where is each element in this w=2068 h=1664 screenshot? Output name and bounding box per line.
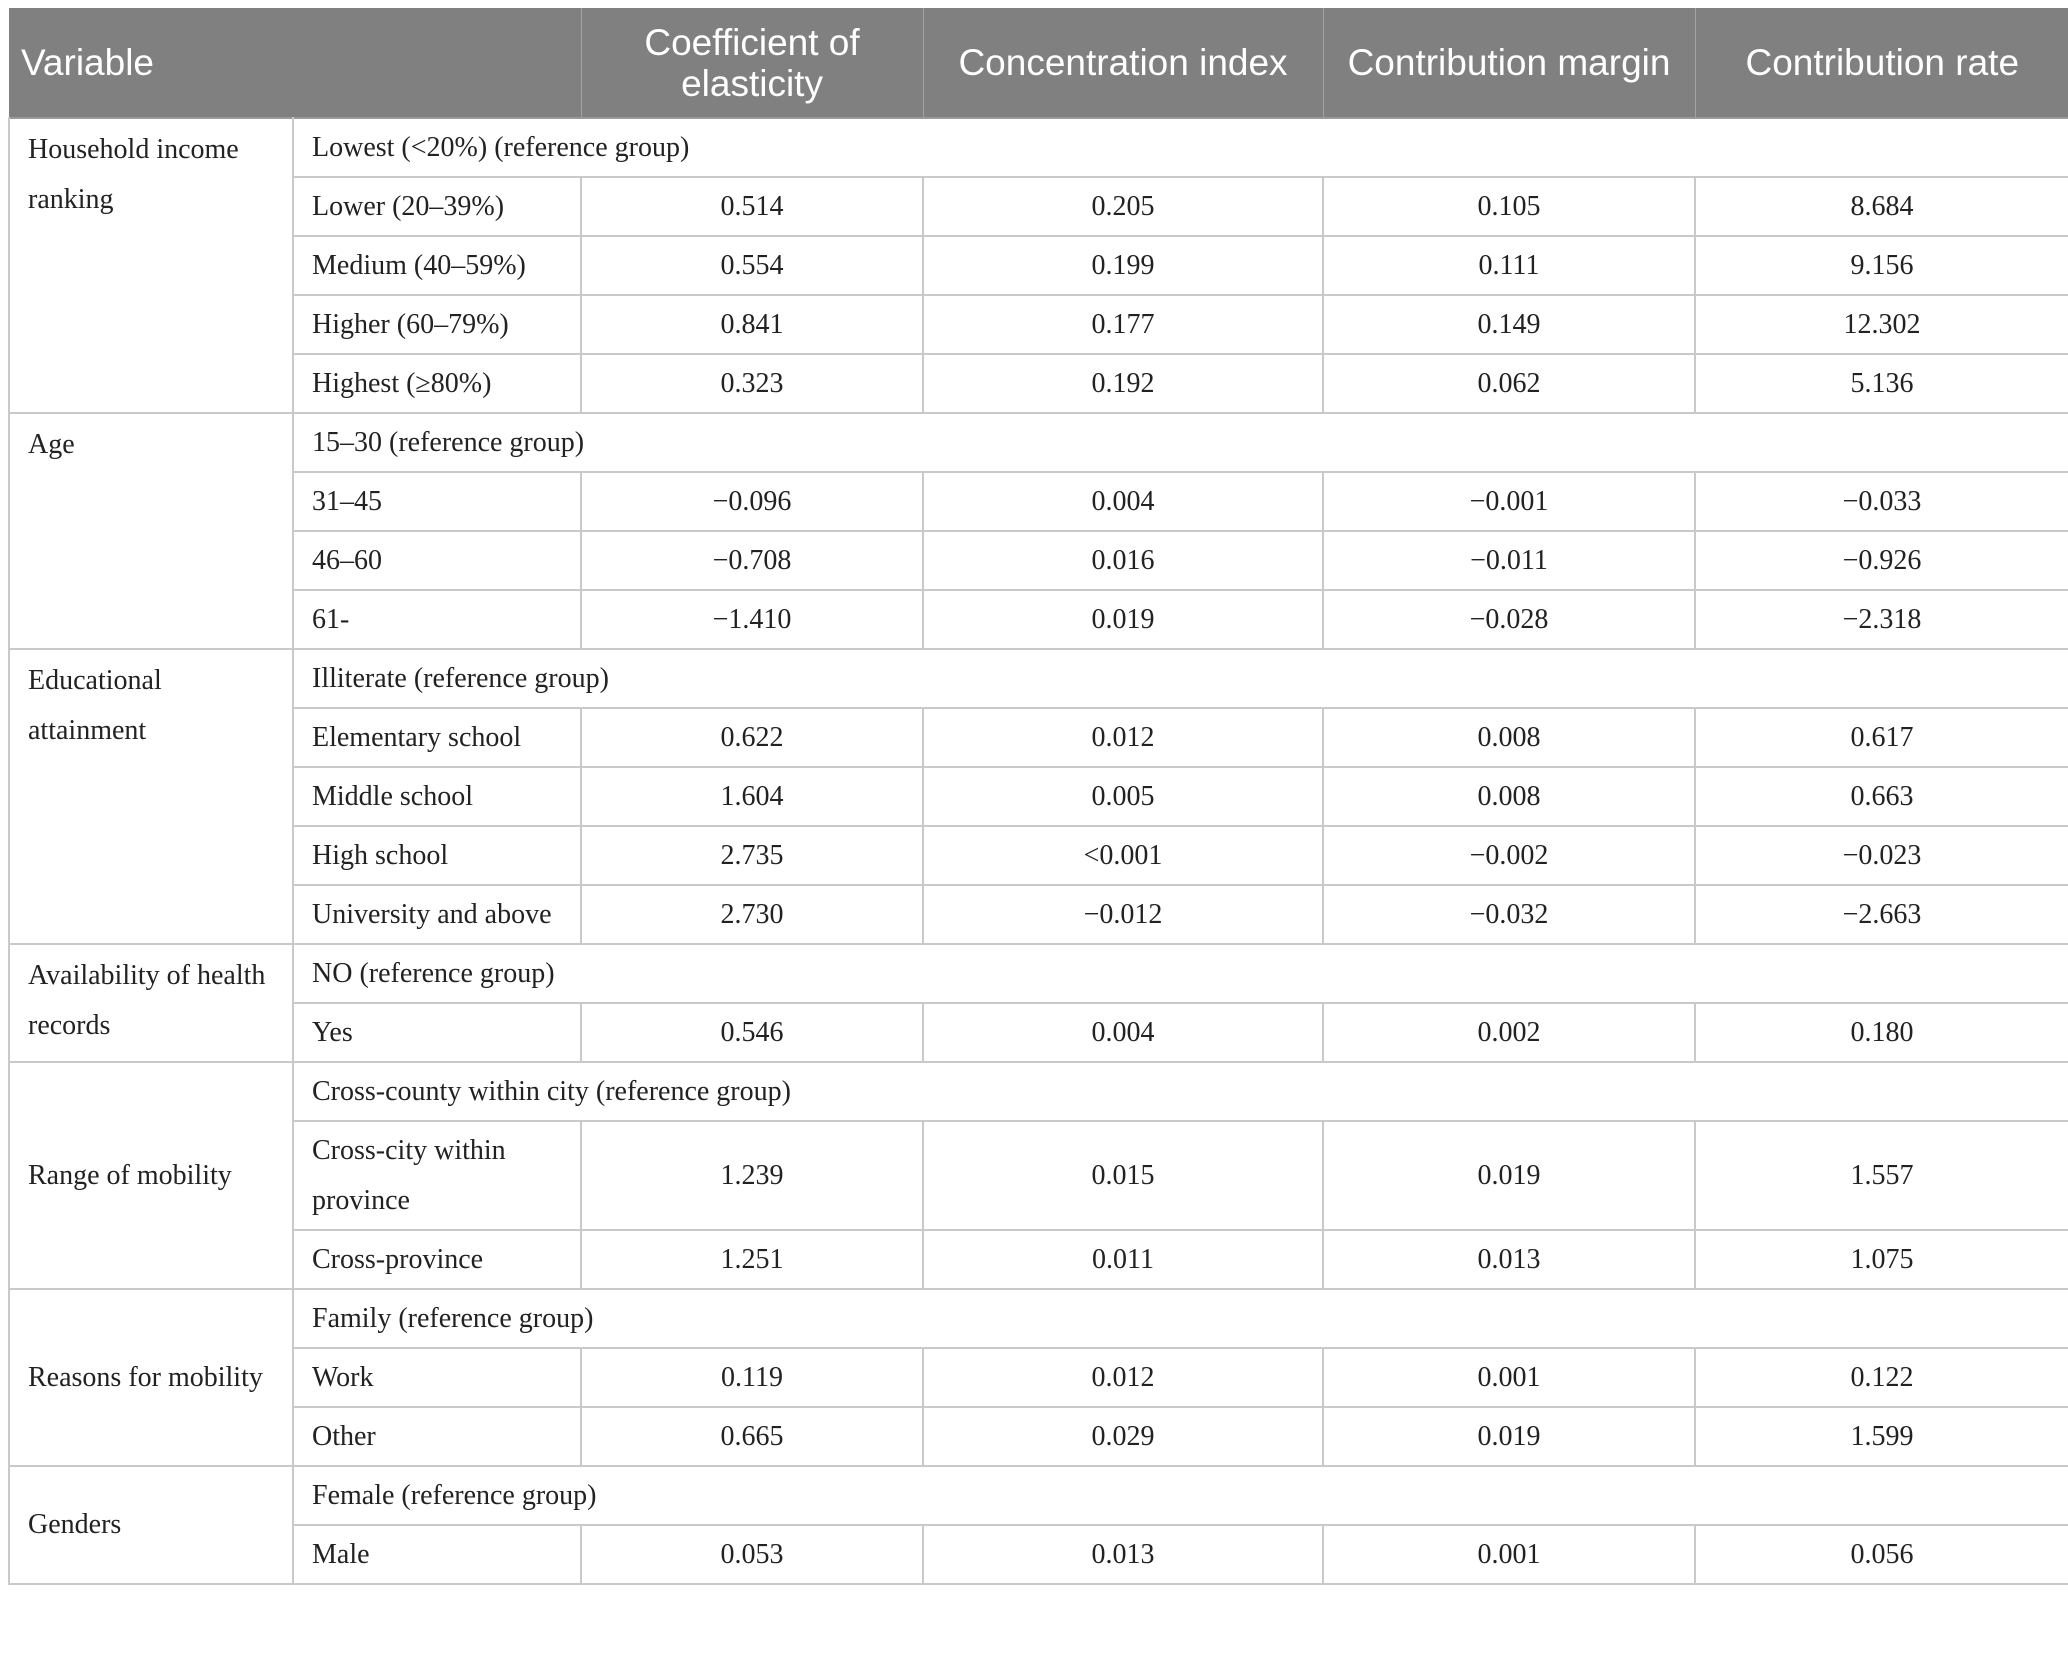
table-row — [9, 1230, 2068, 1289]
table-row — [9, 413, 2068, 472]
cell-rate: 9.156 — [1695, 236, 2068, 295]
table-row — [9, 472, 2068, 531]
cell-margin: −0.028 — [1323, 590, 1695, 649]
table-row — [9, 649, 2068, 708]
row-label: Middle school — [293, 767, 581, 826]
cell-coefficient: −1.410 — [581, 590, 923, 649]
cell-margin: −0.001 — [1323, 472, 1695, 531]
header-variable: Variable — [9, 8, 581, 118]
cell-coefficient: 0.554 — [581, 236, 923, 295]
table-row — [9, 944, 2068, 1003]
table-row — [9, 236, 2068, 295]
reference-row-income: Lowest (<20%) (reference group) — [293, 118, 2068, 177]
reference-row-education: Illiterate (reference group) — [293, 649, 2068, 708]
table-row — [9, 1525, 2068, 1584]
cell-coefficient: 0.514 — [581, 177, 923, 236]
cell-concentration: 0.004 — [923, 472, 1323, 531]
table-header — [9, 8, 2068, 118]
cell-concentration: 0.029 — [923, 1407, 1323, 1466]
cell-concentration: 0.192 — [923, 354, 1323, 413]
cell-coefficient: 1.251 — [581, 1230, 923, 1289]
cell-concentration: 0.013 — [923, 1525, 1323, 1584]
cell-coefficient: 0.119 — [581, 1348, 923, 1407]
decomposition-table — [8, 8, 2068, 1585]
cell-margin: 0.002 — [1323, 1003, 1695, 1062]
table-row — [9, 885, 2068, 944]
cell-coefficient: −0.708 — [581, 531, 923, 590]
row-label: Cross-province — [293, 1230, 581, 1289]
row-label: 31–45 — [293, 472, 581, 531]
row-label: Cross-city within province — [293, 1121, 581, 1230]
cell-rate: 12.302 — [1695, 295, 2068, 354]
table-row — [9, 531, 2068, 590]
row-label: Highest (≥80%) — [293, 354, 581, 413]
group-label-mobility-reason: Reasons for mobility — [9, 1289, 293, 1466]
table-row — [9, 1466, 2068, 1525]
cell-coefficient: 0.841 — [581, 295, 923, 354]
group-label-mobility-range: Range of mobility — [9, 1062, 293, 1289]
header-margin: Contribution margin — [1323, 8, 1695, 118]
table-row — [9, 354, 2068, 413]
table-row — [9, 1407, 2068, 1466]
row-label: Higher (60–79%) — [293, 295, 581, 354]
row-label: Medium (40–59%) — [293, 236, 581, 295]
cell-rate: −2.318 — [1695, 590, 2068, 649]
table-row — [9, 767, 2068, 826]
table-row — [9, 177, 2068, 236]
cell-coefficient: 0.546 — [581, 1003, 923, 1062]
table-row — [9, 295, 2068, 354]
cell-rate: 0.056 — [1695, 1525, 2068, 1584]
cell-concentration: 0.019 — [923, 590, 1323, 649]
cell-margin: 0.149 — [1323, 295, 1695, 354]
cell-coefficient: 0.053 — [581, 1525, 923, 1584]
group-label-records: Availability of health records — [9, 944, 293, 1062]
cell-coefficient: 2.730 — [581, 885, 923, 944]
cell-margin: 0.008 — [1323, 708, 1695, 767]
reference-row-age: 15–30 (reference group) — [293, 413, 2068, 472]
cell-concentration: 0.205 — [923, 177, 1323, 236]
cell-concentration: 0.004 — [923, 1003, 1323, 1062]
cell-coefficient: 2.735 — [581, 826, 923, 885]
cell-coefficient: 0.323 — [581, 354, 923, 413]
cell-margin: 0.019 — [1323, 1121, 1695, 1230]
row-label: Work — [293, 1348, 581, 1407]
reference-row-gender: Female (reference group) — [293, 1466, 2068, 1525]
group-label-income: Household income ranking — [9, 118, 293, 413]
header-concentration: Concentration index — [923, 8, 1323, 118]
row-label: Lower (20–39%) — [293, 177, 581, 236]
row-label: University and above — [293, 885, 581, 944]
cell-margin: −0.032 — [1323, 885, 1695, 944]
cell-concentration: −0.012 — [923, 885, 1323, 944]
reference-row-records: NO (reference group) — [293, 944, 2068, 1003]
table-row — [9, 1289, 2068, 1348]
cell-coefficient: 1.239 — [581, 1121, 923, 1230]
cell-coefficient: −0.096 — [581, 472, 923, 531]
cell-margin: 0.111 — [1323, 236, 1695, 295]
table-row — [9, 590, 2068, 649]
table-body — [9, 118, 2068, 1584]
cell-coefficient: 1.604 — [581, 767, 923, 826]
table-row — [9, 826, 2068, 885]
cell-rate: 1.075 — [1695, 1230, 2068, 1289]
row-label: Other — [293, 1407, 581, 1466]
row-label: Elementary school — [293, 708, 581, 767]
cell-rate: −0.023 — [1695, 826, 2068, 885]
cell-rate: 0.122 — [1695, 1348, 2068, 1407]
cell-concentration: <0.001 — [923, 826, 1323, 885]
cell-margin: −0.011 — [1323, 531, 1695, 590]
row-label: 46–60 — [293, 531, 581, 590]
cell-rate: 0.617 — [1695, 708, 2068, 767]
table-row — [9, 708, 2068, 767]
header-coefficient: Coefficient of elasticity — [581, 8, 923, 118]
cell-rate: −0.033 — [1695, 472, 2068, 531]
cell-concentration: 0.011 — [923, 1230, 1323, 1289]
cell-concentration: 0.177 — [923, 295, 1323, 354]
cell-margin: 0.019 — [1323, 1407, 1695, 1466]
cell-coefficient: 0.622 — [581, 708, 923, 767]
row-label: High school — [293, 826, 581, 885]
cell-margin: 0.062 — [1323, 354, 1695, 413]
cell-rate: −0.926 — [1695, 531, 2068, 590]
header-rate: Contribution rate — [1695, 8, 2068, 118]
cell-concentration: 0.012 — [923, 1348, 1323, 1407]
cell-margin: −0.002 — [1323, 826, 1695, 885]
table-row — [9, 1062, 2068, 1121]
cell-rate: 5.136 — [1695, 354, 2068, 413]
cell-margin: 0.008 — [1323, 767, 1695, 826]
cell-rate: −2.663 — [1695, 885, 2068, 944]
cell-concentration: 0.005 — [923, 767, 1323, 826]
cell-rate: 1.599 — [1695, 1407, 2068, 1466]
cell-coefficient: 0.665 — [581, 1407, 923, 1466]
cell-margin: 0.001 — [1323, 1348, 1695, 1407]
header-row — [9, 8, 2068, 118]
cell-rate: 1.557 — [1695, 1121, 2068, 1230]
table-container — [8, 8, 2068, 1585]
cell-rate: 8.684 — [1695, 177, 2068, 236]
row-label: 61- — [293, 590, 581, 649]
cell-concentration: 0.016 — [923, 531, 1323, 590]
row-label: Male — [293, 1525, 581, 1584]
cell-concentration: 0.199 — [923, 236, 1323, 295]
cell-margin: 0.001 — [1323, 1525, 1695, 1584]
row-label: Yes — [293, 1003, 581, 1062]
reference-row-mobility-reason: Family (reference group) — [293, 1289, 2068, 1348]
cell-concentration: 0.012 — [923, 708, 1323, 767]
cell-concentration: 0.015 — [923, 1121, 1323, 1230]
cell-margin: 0.105 — [1323, 177, 1695, 236]
table-row — [9, 1348, 2068, 1407]
cell-rate: 0.663 — [1695, 767, 2068, 826]
group-label-gender: Genders — [9, 1466, 293, 1584]
table-row — [9, 1003, 2068, 1062]
group-label-education: Educational attainment — [9, 649, 293, 944]
group-label-age: Age — [9, 413, 293, 649]
cell-margin: 0.013 — [1323, 1230, 1695, 1289]
table-row — [9, 118, 2068, 177]
table-row — [9, 1121, 2068, 1230]
reference-row-mobility-range: Cross-county within city (reference group) — [293, 1062, 2068, 1121]
cell-rate: 0.180 — [1695, 1003, 2068, 1062]
